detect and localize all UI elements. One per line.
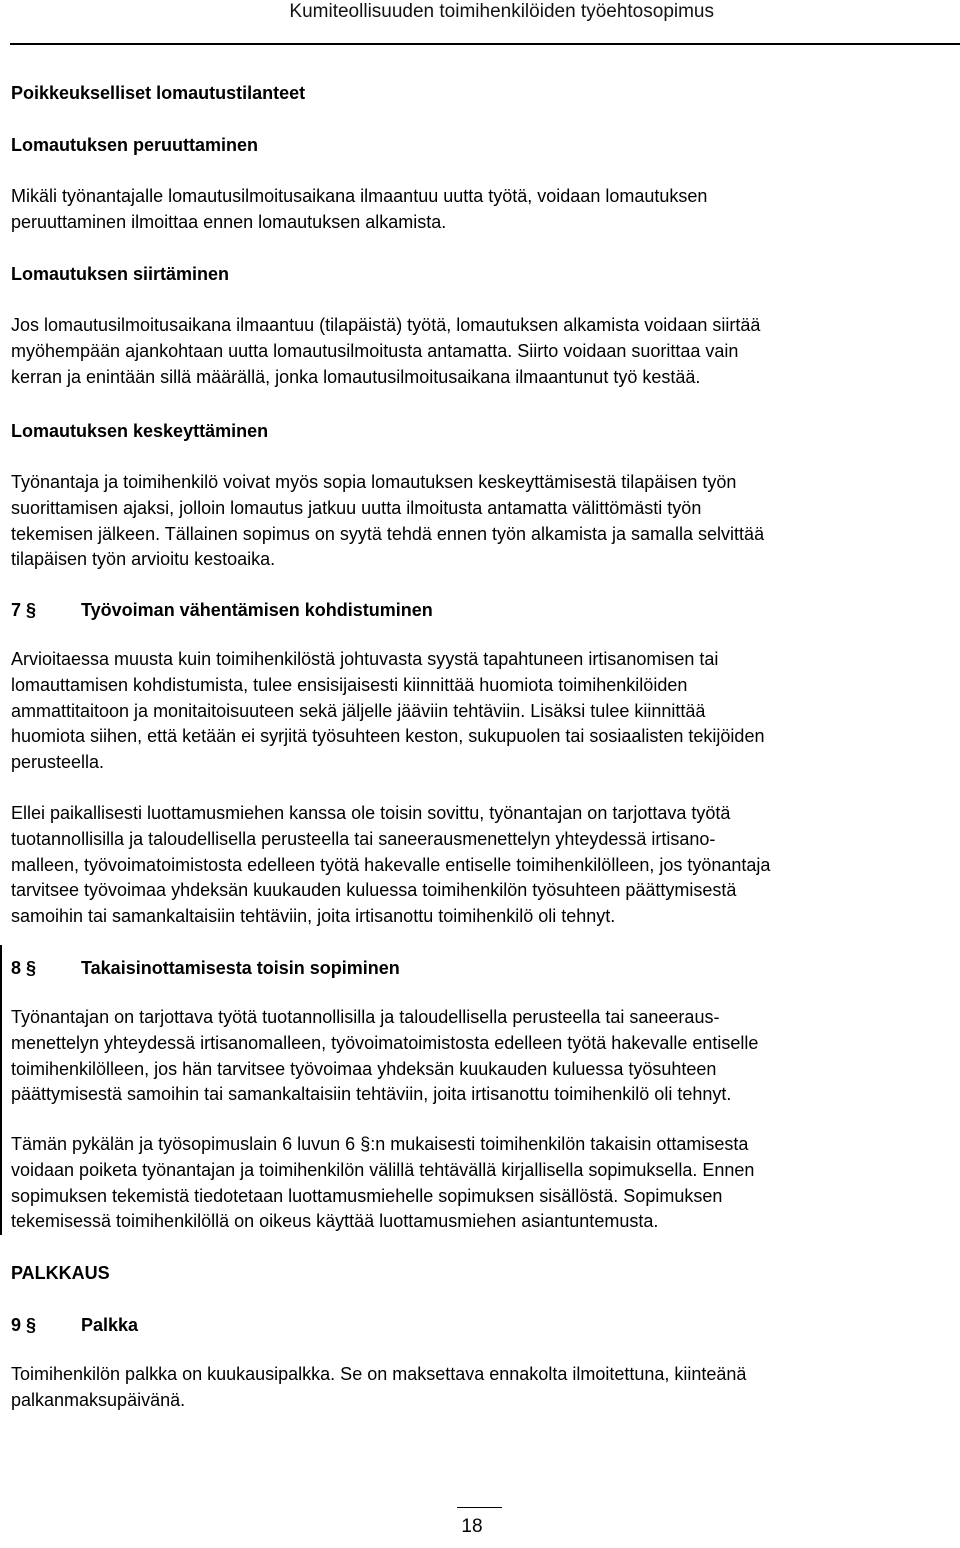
paragraph-layoff-cancellation: Mikäli työnantajalle lomautusilmoitusaikana ilmaantuu uutta työtä, voidaan lomautuksen peruuttaminen ilmoittaa ennen lomautuksen alkamista. [11,186,708,232]
section-8-heading [11,955,400,981]
heading-layoff-interruption: Lomautuksen keskeyttäminen [11,421,269,441]
heading-layoff-cancellation: Lomautuksen peruuttaminen [11,135,259,155]
section-7-symbol: § [26,600,37,620]
header-divider [10,43,960,45]
section-7-title: Työvoiman vähentämisen kohdistuminen [81,600,433,620]
section-8-number: 8 [11,958,22,978]
section-7-number: 7 [11,600,22,620]
section-9-number: 9 [11,1315,22,1335]
section-8-title: Takaisinottamisesta toisin sopiminen [81,958,400,978]
section-9-title: Palkka [81,1315,139,1335]
page-number: 18 [461,1516,483,1537]
revision-change-bar [0,945,2,1235]
section-7-paragraph-2: Ellei paikallisesti luottamusmiehen kanssa ole toisin sovittu, työnantajan on tarjottava työtä tuotannollisilla ja taloudellisella perusteella tai saneerausmenettelyn yhteydessä irtisano- malleen, työvoimatoimistosta edelleen työtä hakevalle entiselle toimihenkilölleen, jos työnantaja tarvitsee työvoimaa yhdeksän kuukauden kuluessa toimihenkilön työsuhteen päättymisestä samoihin tai samankaltaisiin tehtäviin, joita irtisanottu toimihenkilö oli tehnyt. [11,803,771,927]
section-7-heading [11,597,433,623]
paragraph-layoff-interruption: Työnantaja ja toimihenkilö voivat myös sopia lomautuksen keskeyttämisestä tilapäisen työn suorittamisen ajaksi, jolloin lomautus jatkuu uutta ilmoitusta antamatta välittömästi työn tekemisen jälkeen. Tällainen sopimus on syytä tehdä ennen työn alkamista ja samalla selvittää tilapäisen työn arvioitu kestoaika. [11,472,765,570]
section-9-paragraph-1: Toimihenkilön palkka on kuukausipalkka. Se on maksettava ennakolta ilmoitettuna, kiinteänä palkanmaksupäivänä. [11,1364,747,1410]
section-8-paragraph-1: Työnantajan on tarjottava työtä tuotannollisilla ja taloudellisella perusteella tai saneeraus- menettelyn yhteydessä irtisanomalleen, työvoimatoimistosta edelleen työtä hakevalle entiselle toimihenkilölleen, jos hän tarvitsee työvoimaa yhdeksän kuukauden kuluessa työsuhteen päättymisestä samoihin tai samankaltaisiin tehtäviin, joita irtisanottu toimihenkilö oli tehnyt. [11,1007,759,1105]
heading-exceptional-layoffs: Poikkeukselliset lomautustilanteet [11,83,306,103]
heading-salary: PALKKAUS [11,1263,110,1283]
paragraph-layoff-postponement: Jos lomautusilmoitusaikana ilmaantuu (tilapäistä) työtä, lomautuksen alkamista voidaan siirtää myöhempään ajankohtaan uutta lomautusilmoitusta antamatta. Siirto voidaan suorittaa vain kerran ja enintään sillä määrällä, jonka lomautusilmoitusaikana ilmaantunut työ kestää. [11,315,761,387]
section-9-heading [11,1312,138,1338]
section-9-symbol: § [26,1315,37,1335]
section-8-symbol: § [26,958,37,978]
running-header: Kumiteollisuuden toimihenkilöiden työehtosopimus [289,1,714,22]
section-8-paragraph-2: Tämän pykälän ja työsopimuslain 6 luvun 6 §:n mukaisesti toimihenkilön takaisin ottamisesta voidaan poiketa työnantajan ja toimihenkilön välillä tehtävällä kirjallisella sopimuksella. Ennen sopimuksen tekemistä tiedotetaan luottamusmiehelle sopimuksen sisällöstä. Sopimuksen tekemisessä toimihenkilöllä on oikeus käyttää luottamusmiehen asiantuntemusta. [11,1134,755,1232]
section-7-paragraph-1: Arvioitaessa muusta kuin toimihenkilöstä johtuvasta syystä tapahtuneen irtisanomisen tai lomauttamisen kohdistumista, tulee ensisijaisesti kiinnittää huomiota toimihenkilöiden ammattitaitoon ja monitaitoisuuteen sekä jäljelle jääviin tehtäviin. Lisäksi tulee kiinnittää huomiota siihen, että ketään ei syrjitä työsuhteen keston, sukupuolen tai sosiaalisten tekijöiden perusteella. [11,649,765,773]
heading-layoff-postponement: Lomautuksen siirtäminen [11,264,230,284]
